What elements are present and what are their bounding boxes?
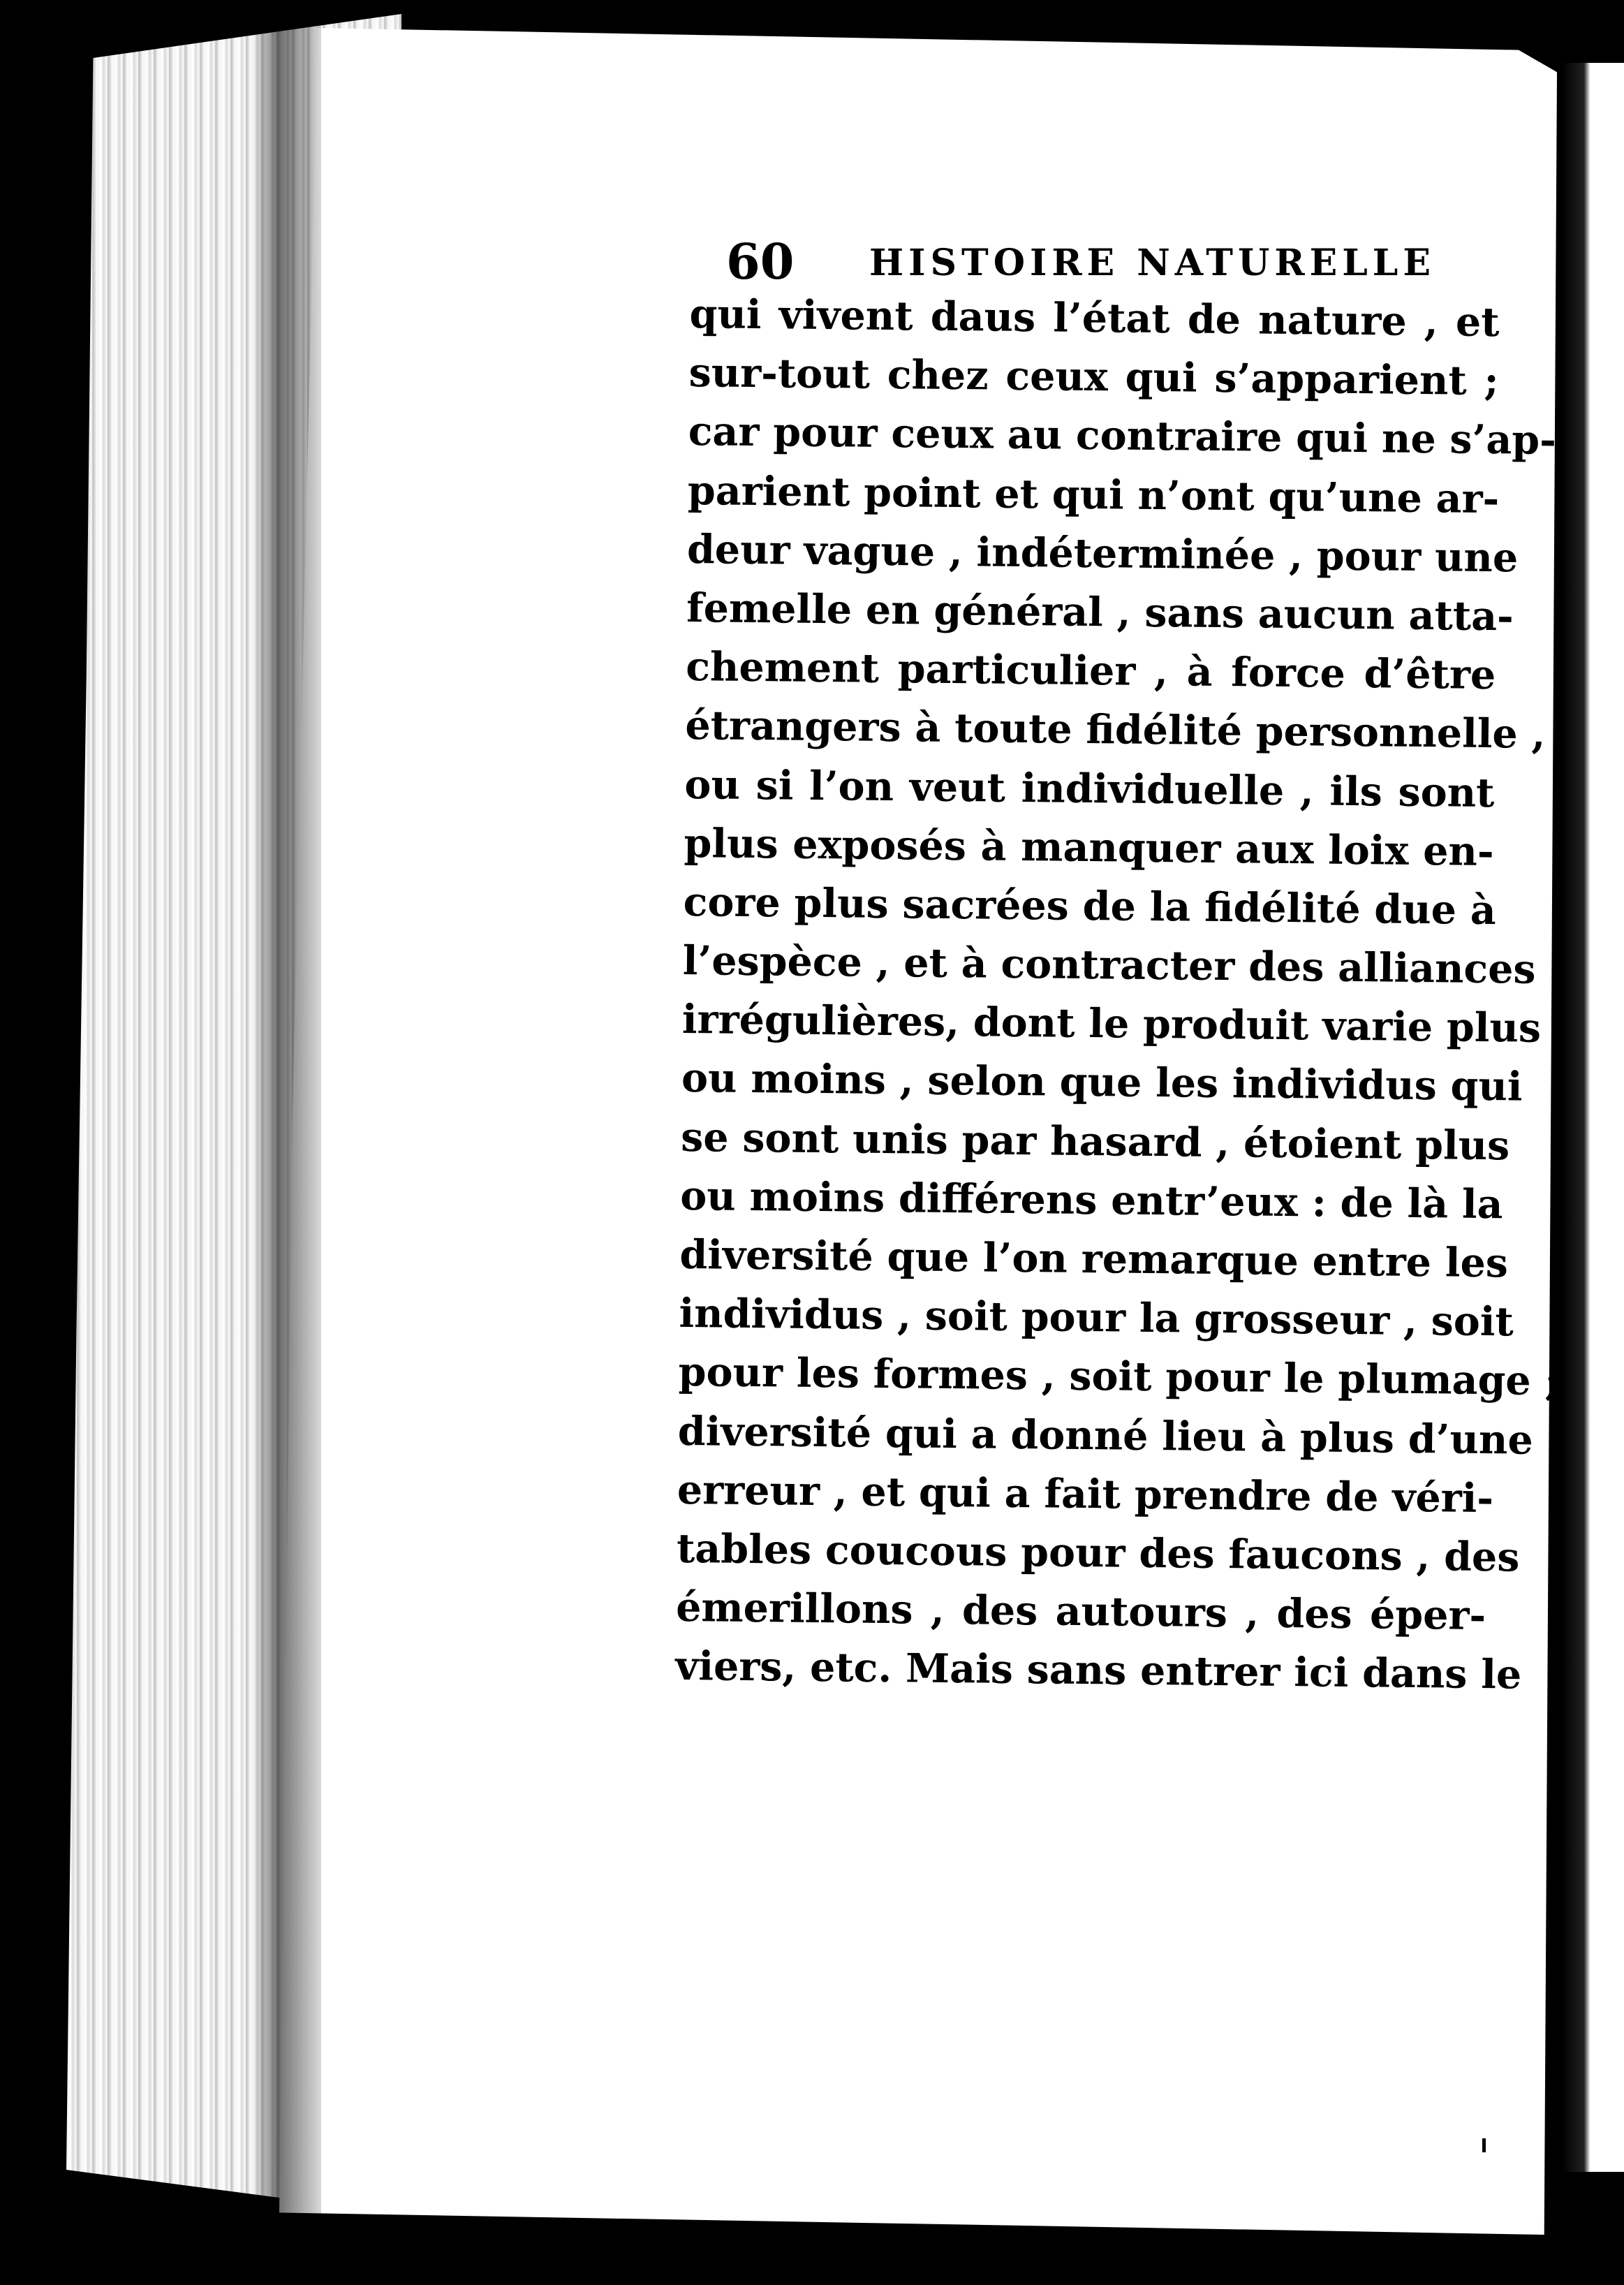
page-number: 60: [726, 233, 795, 291]
facing-page-edge: [1563, 63, 1624, 2172]
text-line: ou si l’on veut individuelle , ils sont: [684, 761, 1495, 816]
text-line: qui vivent daus l’état de nature , et: [689, 290, 1500, 346]
text-line: femelle en général , sans aucun atta-: [686, 584, 1514, 640]
text-line: émerillons , des autours , des éper-: [675, 1584, 1486, 1640]
text-line: viers, etc. Mais sans entrer ici dans le: [674, 1643, 1522, 1698]
text-line: ou moins , selon que les individus qui: [681, 1055, 1523, 1110]
text-line: plus exposés à manquer aux loix en-: [684, 819, 1494, 875]
text-line: chement particulier , à force d’être: [685, 643, 1496, 699]
text-line: diversité que l’on remarque entre les: [679, 1230, 1509, 1287]
text-line: diversité qui a donné lieu à plus d’une: [677, 1407, 1534, 1464]
page-header: [726, 230, 1508, 293]
text-line: se sont unis par hasard , étoient plus: [680, 1113, 1510, 1169]
text-line: erreur , et qui a fait prendre de véri-: [677, 1466, 1494, 1522]
ink-mark: [1482, 2138, 1486, 2152]
text-line: irrégulières, dont le produit varie plus: [681, 996, 1542, 1052]
text-line: parient point et qui n’ont qu’une ar-: [687, 466, 1500, 522]
text-line: l’espèce , et à contracter des alliances: [682, 937, 1536, 993]
gutter-shadow: [251, 0, 321, 2270]
text-line: tables coucous pour des faucons , des: [676, 1524, 1520, 1581]
text-line: car pour ceux au contraire qui ne s’ap-: [688, 408, 1557, 464]
running-title: HISTOIRE NATURELLE: [869, 242, 1435, 284]
text-line: étrangers à toute fidélité personnelle ,: [685, 702, 1546, 758]
text-line: individus , soit pour la grosseur , soit: [679, 1290, 1514, 1346]
text-line: sur-tout chez ceux qui s’apparient ;: [688, 349, 1499, 405]
text-line: core plus sacrées de la fidélité due à: [683, 878, 1497, 934]
text-line: ou moins différens entr’eux : de là la: [679, 1172, 1503, 1228]
body-text: [674, 285, 1560, 1705]
text-line: deur vague , indéterminée , pour une: [686, 525, 1519, 582]
text-line: pour les formes , soit pour le plumage ;: [678, 1349, 1560, 1405]
